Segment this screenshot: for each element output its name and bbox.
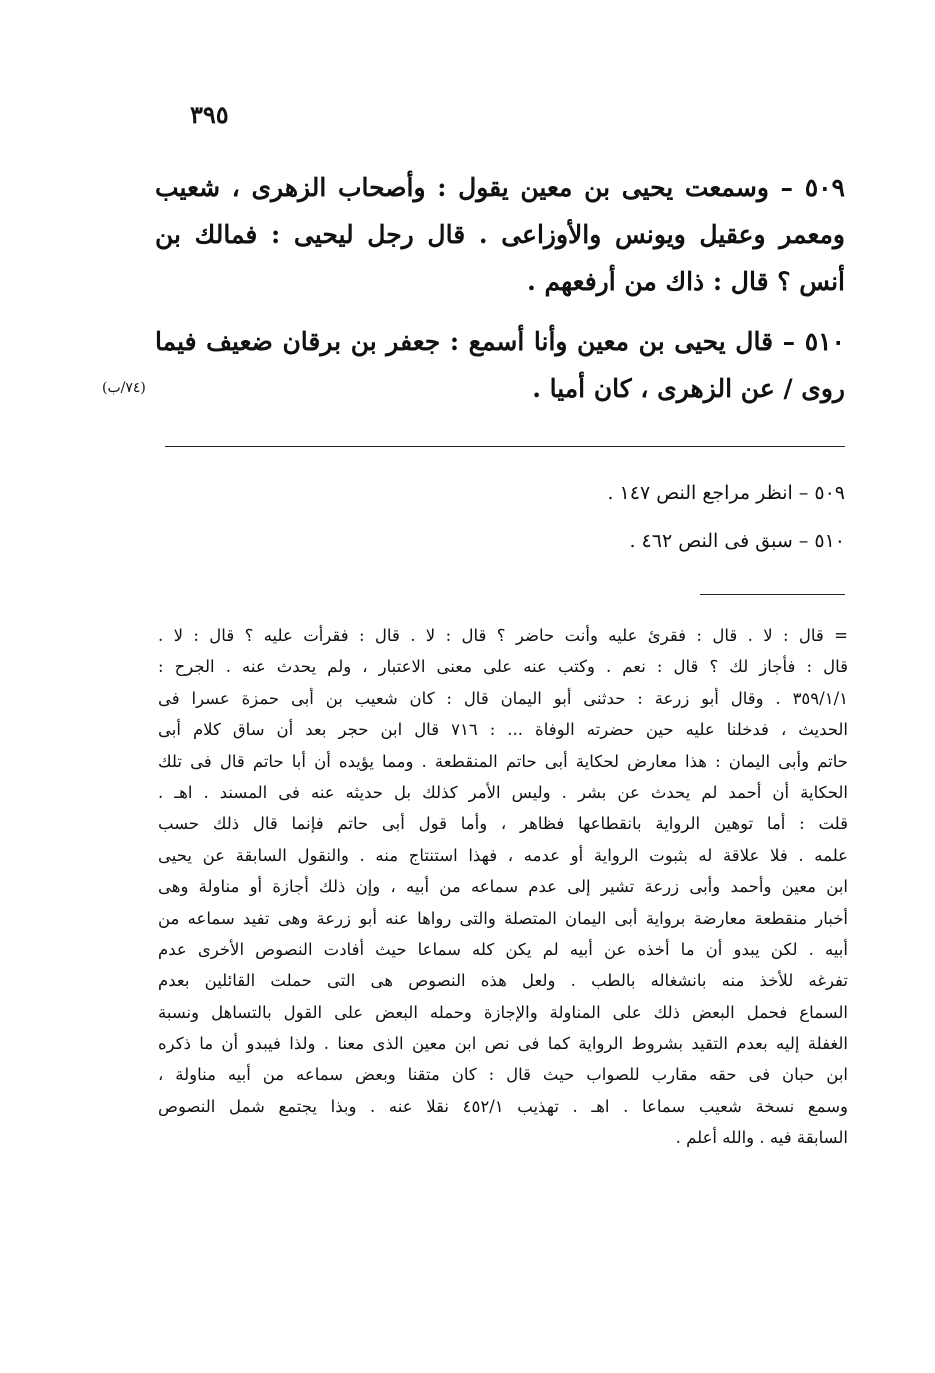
footnote-509 <box>300 478 845 508</box>
footnote-510 <box>300 526 845 556</box>
footnote-number: ٥٠٩ <box>814 482 845 504</box>
notes-line: الحكاية أن أحمد لم يحدث عن بشر . وليس الأمر كذلك بل حديثه عنه فى المسند . اهـ . <box>158 782 848 802</box>
notes-line: حاتم وأبى اليمان : هذا معارض لحكاية أبى حاتم المنقطعة . ومما يؤيده أن أبا حاتم قال فى تلك <box>158 751 848 771</box>
notes-line: تفرغه للأخذ منه بانشغاله بالطب . ولعل هذه النصوص هى التى حملت القائلين بعدم <box>158 971 848 991</box>
notes-line: السماع فحمل البعض ذلك على المناولة والإجازة وحمله البعض على القول بالتساهل ونسبة <box>158 1002 848 1022</box>
footnote-number: ٥١٠ <box>814 530 845 552</box>
footnote-text: – سبق فى النص ٤٦٢ . <box>629 530 815 552</box>
paragraph-509 <box>155 164 845 305</box>
paragraph-number: ٥١٠ <box>804 327 845 356</box>
notes-divider <box>700 594 845 595</box>
notes-line: قلت : أما توهين الرواية بانقطاعها فظاهر ، وأما قول أبى حاتم فإنما قال ذلك حسب <box>158 814 848 834</box>
notes-line: أخبار منقطعة معارضة برواية أبى اليمان المتصلة والتى رواها عنه أبو زرعة وهى تفيد سماعه من <box>158 908 848 928</box>
notes-line: ٣٥٩/١/١ . وقال أبو زرعة : حدثنى أبو اليمان قال : كان شعيب بن أبى حمزة عسرا فى <box>158 688 848 708</box>
footnote-divider <box>165 446 845 447</box>
notes-line: أبيه . لكن يبدو أن ما أخذه عن أبيه لم يكن كله سماعا حيث أفادت النصوص الأخرى عدم <box>158 939 848 959</box>
footnote-text: – انظر مراجع النص ١٤٧ . <box>607 482 815 504</box>
continued-notes <box>158 620 848 1154</box>
notes-line: علمه . فلا علاقة له بثبوت الرواية أو عدمه ، فهذا استنتاج منه . والنقول السابقة عن يحيى <box>158 845 848 865</box>
paragraph-text: – قال يحيى بن معين وأنا أسمع : جعفر بن برقان ضعيف فيما روى / عن الزهرى ، كان أميا . <box>155 327 845 403</box>
notes-line: وسمع نسخة شعيب سماعا . اهـ . تهذيب ٤٥٢/١ نقلا عنه . وبذا يجتمع شمل النصوص <box>158 1096 848 1116</box>
paragraph-510 <box>155 318 845 412</box>
notes-line: السابقة فيه . والله أعلم . <box>675 1128 848 1148</box>
notes-line: قال : فأجاز لك ؟ قال : نعم . وكتب عنه على معنى الاعتبار ، ولم يحدث عنه . الجرح : <box>158 657 848 677</box>
manuscript-folio-reference: (٧٤/ب) <box>102 380 146 396</box>
notes-line: ابن معين وأحمد وأبى زرعة تشير إلى عدم سماعه من أبيه ، وإن ذلك أجازة أو مناولة وهى <box>158 877 848 897</box>
paragraph-number: ٥٠٩ <box>804 173 845 202</box>
paragraph-text: – وسمعت يحيى بن معين يقول : وأصحاب الزهرى ، شعيب ومعمر وعقيل ويونس والأوزاعى . قال رجل ليحيى : فمالك بن أنس ؟ قال : ذاك من أرفعهم . <box>155 173 845 296</box>
notes-line: ابن حبان فى حقه مقارب للصواب حيث قال : كان متقنا وبعض سماعه من أبيه مناولة ، <box>158 1065 848 1085</box>
notes-line: = قال : لا . قال : فقرئ عليه وأنت حاضر ؟ قال : لا . قال : فقرأت عليه ؟ قال : لا . <box>158 626 848 645</box>
page-number: ٣٩٥ <box>190 100 229 129</box>
notes-line: الغفلة إليه بعدم التقيد بشروط الرواية كما فى نص ابن معين الذى معنا . ولذا فيبدو أن ما ذكره <box>158 1034 848 1054</box>
notes-line: الحديث ، فدخلنا عليه حين حضرته الوفاة ... : ٧١٦ قال ابن حجر بعد أن ساق كلام أبى <box>158 720 848 740</box>
